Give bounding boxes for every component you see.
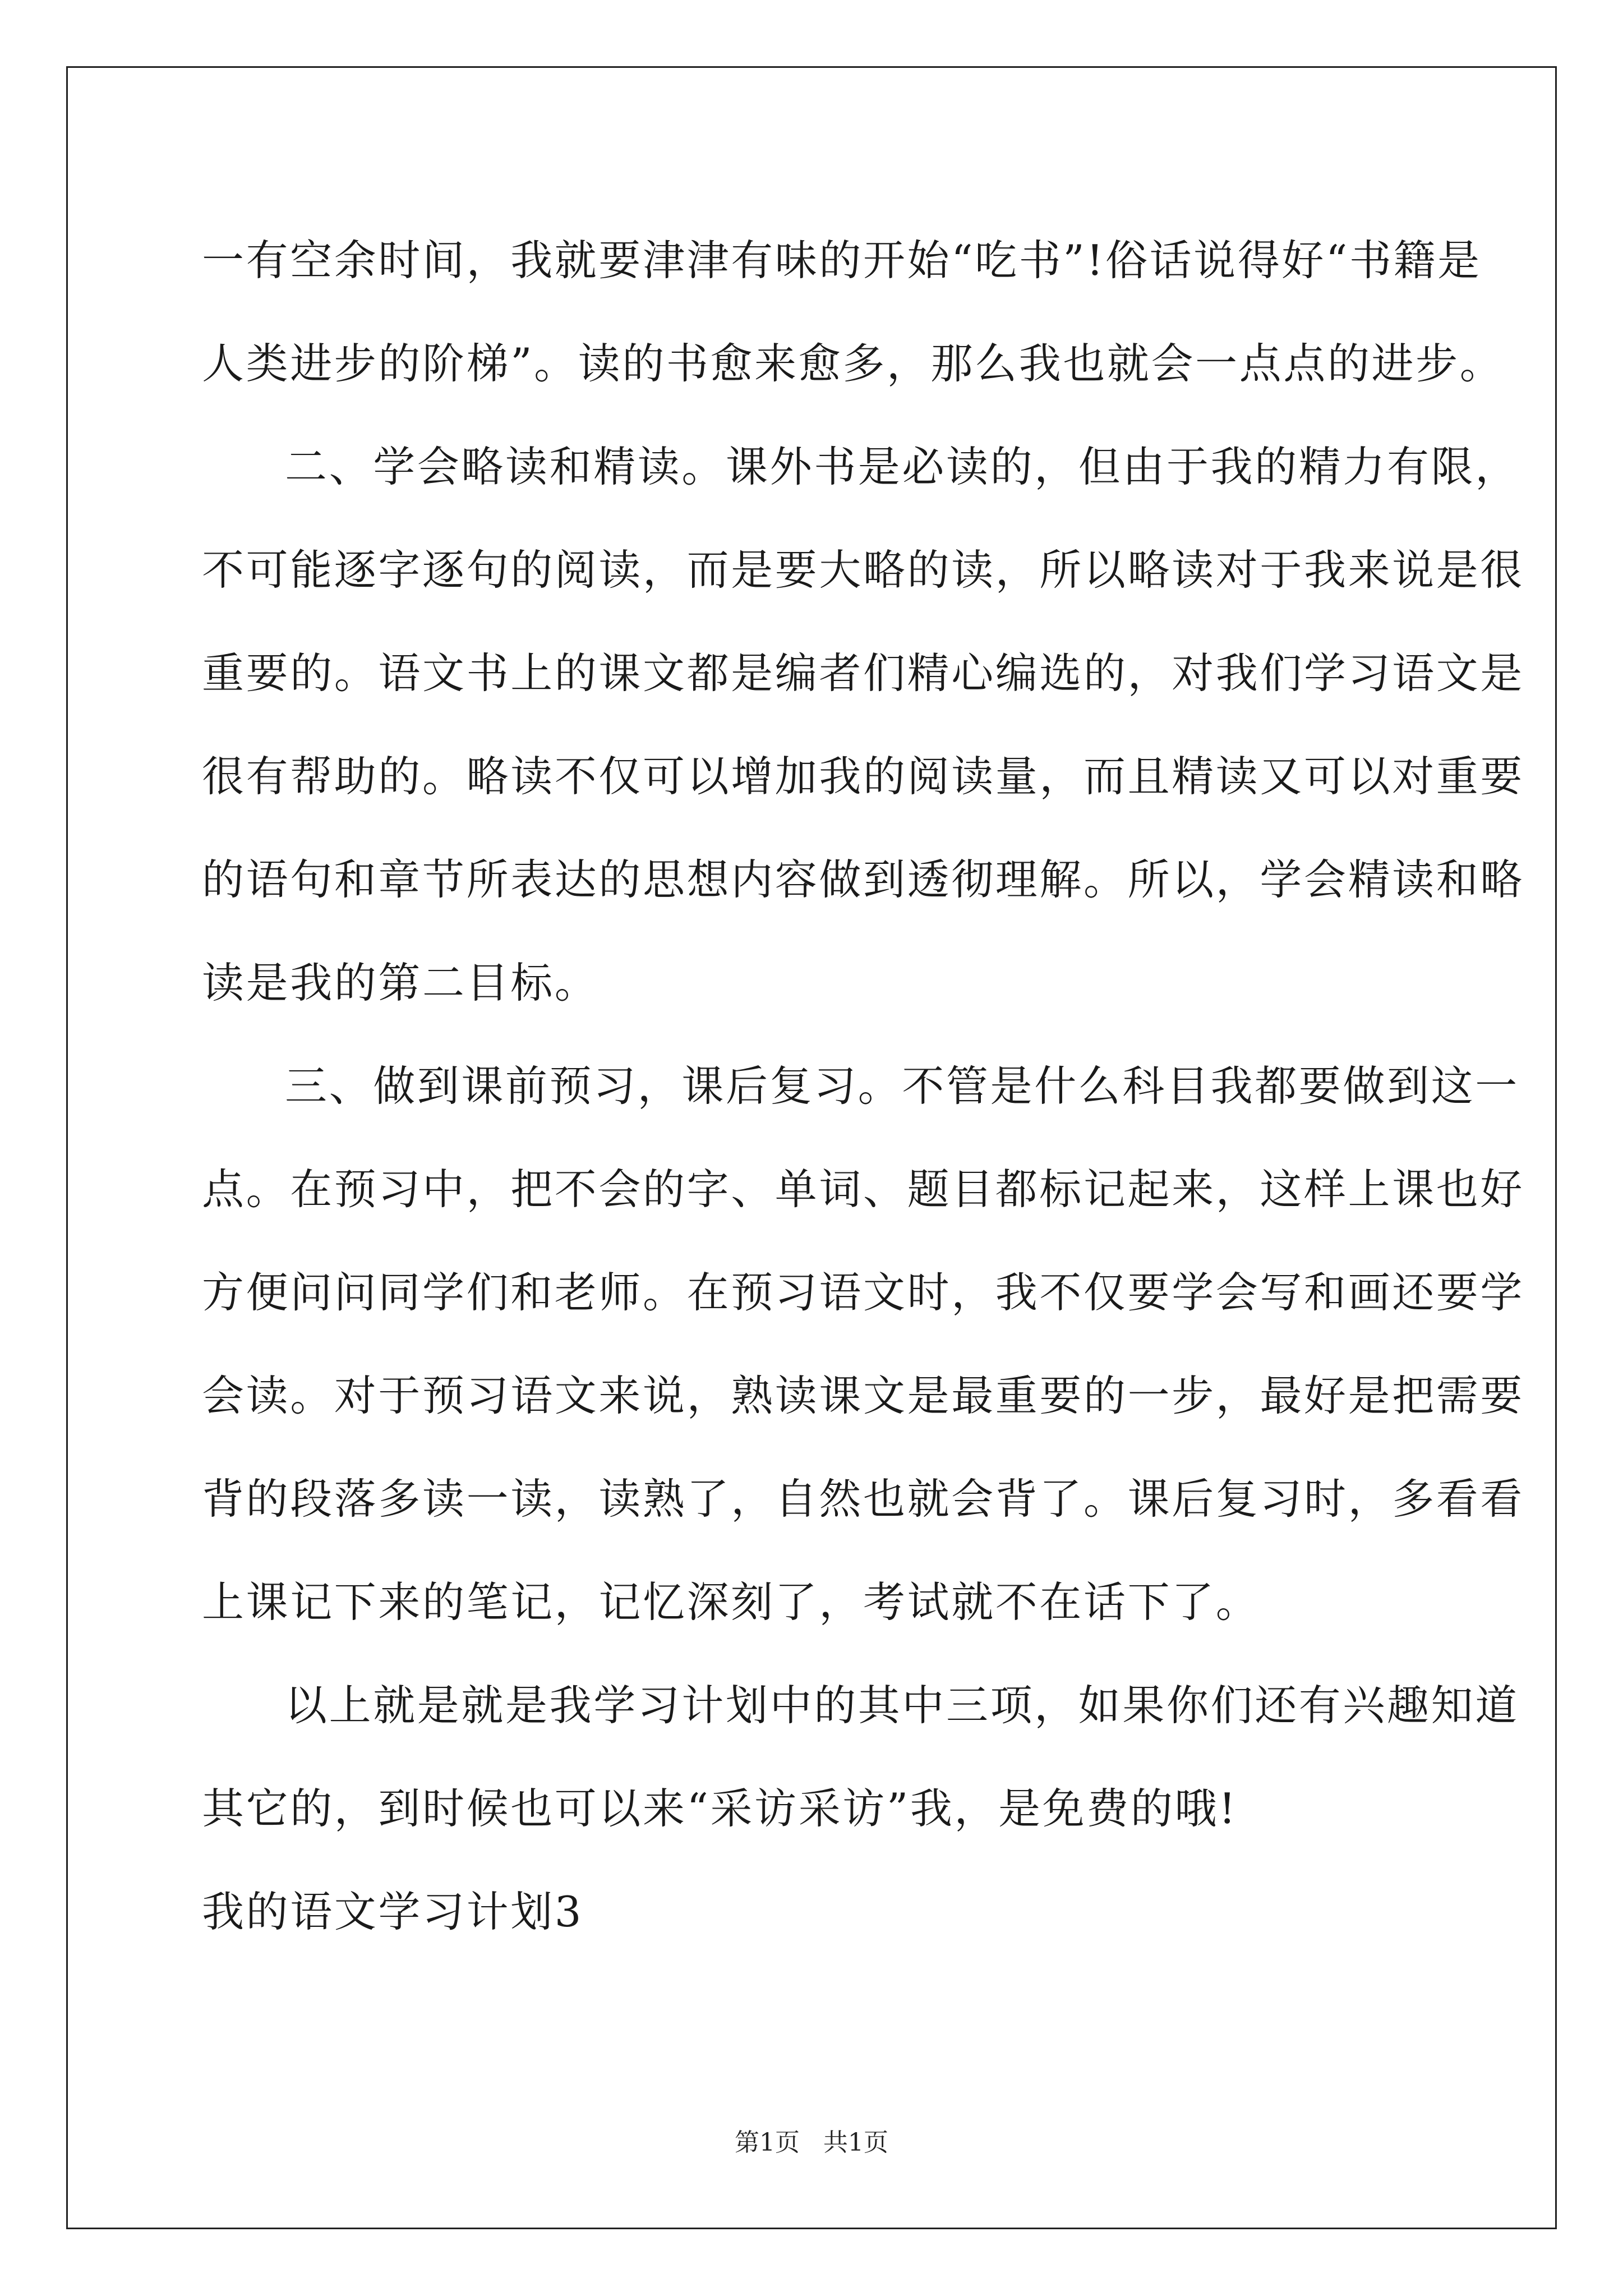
text-line: 点。在预习中，把不会的字、单词、题目都标记起来，这样上课也好 <box>202 1165 1525 1214</box>
page-number: 第1页 <box>735 2128 800 2157</box>
paragraph-1 <box>202 209 1504 415</box>
text-line: 二、学会略读和精读。课外书是必读的，但由于我的精力有限， <box>285 442 1519 491</box>
paragraph-2 <box>202 415 1525 1034</box>
text-line: 人类进步的阶梯”。读的书愈来愈多，那么我也就会一点点的进步。 <box>202 339 1504 388</box>
paragraph-3 <box>202 1034 1525 1654</box>
text-line: 其它的，到时候也可以来“采访采访”我，是免费的哦! <box>202 1784 1238 1833</box>
heading-line: 我的语文学习计划3 <box>202 1887 584 1936</box>
text-line: 不可能逐字逐句的阅读，而是要大略的读，所以略读对于我来说是很 <box>202 545 1525 595</box>
text-line: 会读。对于预习语文来说，熟读课文是最重要的一步，最好是把需要 <box>202 1371 1525 1420</box>
text-line: 三、做到课前预习，课后复习。不管是什么科目我都要做到这一 <box>285 1061 1519 1111</box>
text-line: 的语句和章节所表达的思想内容做到透彻理解。所以，学会精读和略 <box>202 855 1525 904</box>
text-line: 重要的。语文书上的课文都是编者们精心编选的，对我们学习语文是 <box>202 648 1525 698</box>
text-line: 上课记下来的笔记，记忆深刻了，考试就不在话下了。 <box>202 1577 1260 1627</box>
page-total: 共1页 <box>823 2128 888 2157</box>
page-footer <box>0 2126 1623 2160</box>
text-line: 背的段落多读一读，读熟了，自然也就会背了。课后复习时，多看看 <box>202 1474 1525 1524</box>
text-line: 方便问问同学们和老师。在预习语文时，我不仅要学会写和画还要学 <box>202 1268 1525 1317</box>
paragraph-4 <box>202 1654 1519 1860</box>
text-line: 以上就是就是我学习计划中的其中三项，如果你们还有兴趣知道 <box>285 1681 1519 1730</box>
text-line: 读是我的第二目标。 <box>202 958 599 1007</box>
section-heading <box>202 1860 1430 1963</box>
text-line: 一有空余时间，我就要津津有味的开始“吃书”!俗话说得好“书籍是 <box>202 236 1482 285</box>
document-body <box>202 209 1525 1963</box>
text-line: 很有帮助的。略读不仅可以增加我的阅读量，而且精读又可以对重要 <box>202 752 1525 801</box>
